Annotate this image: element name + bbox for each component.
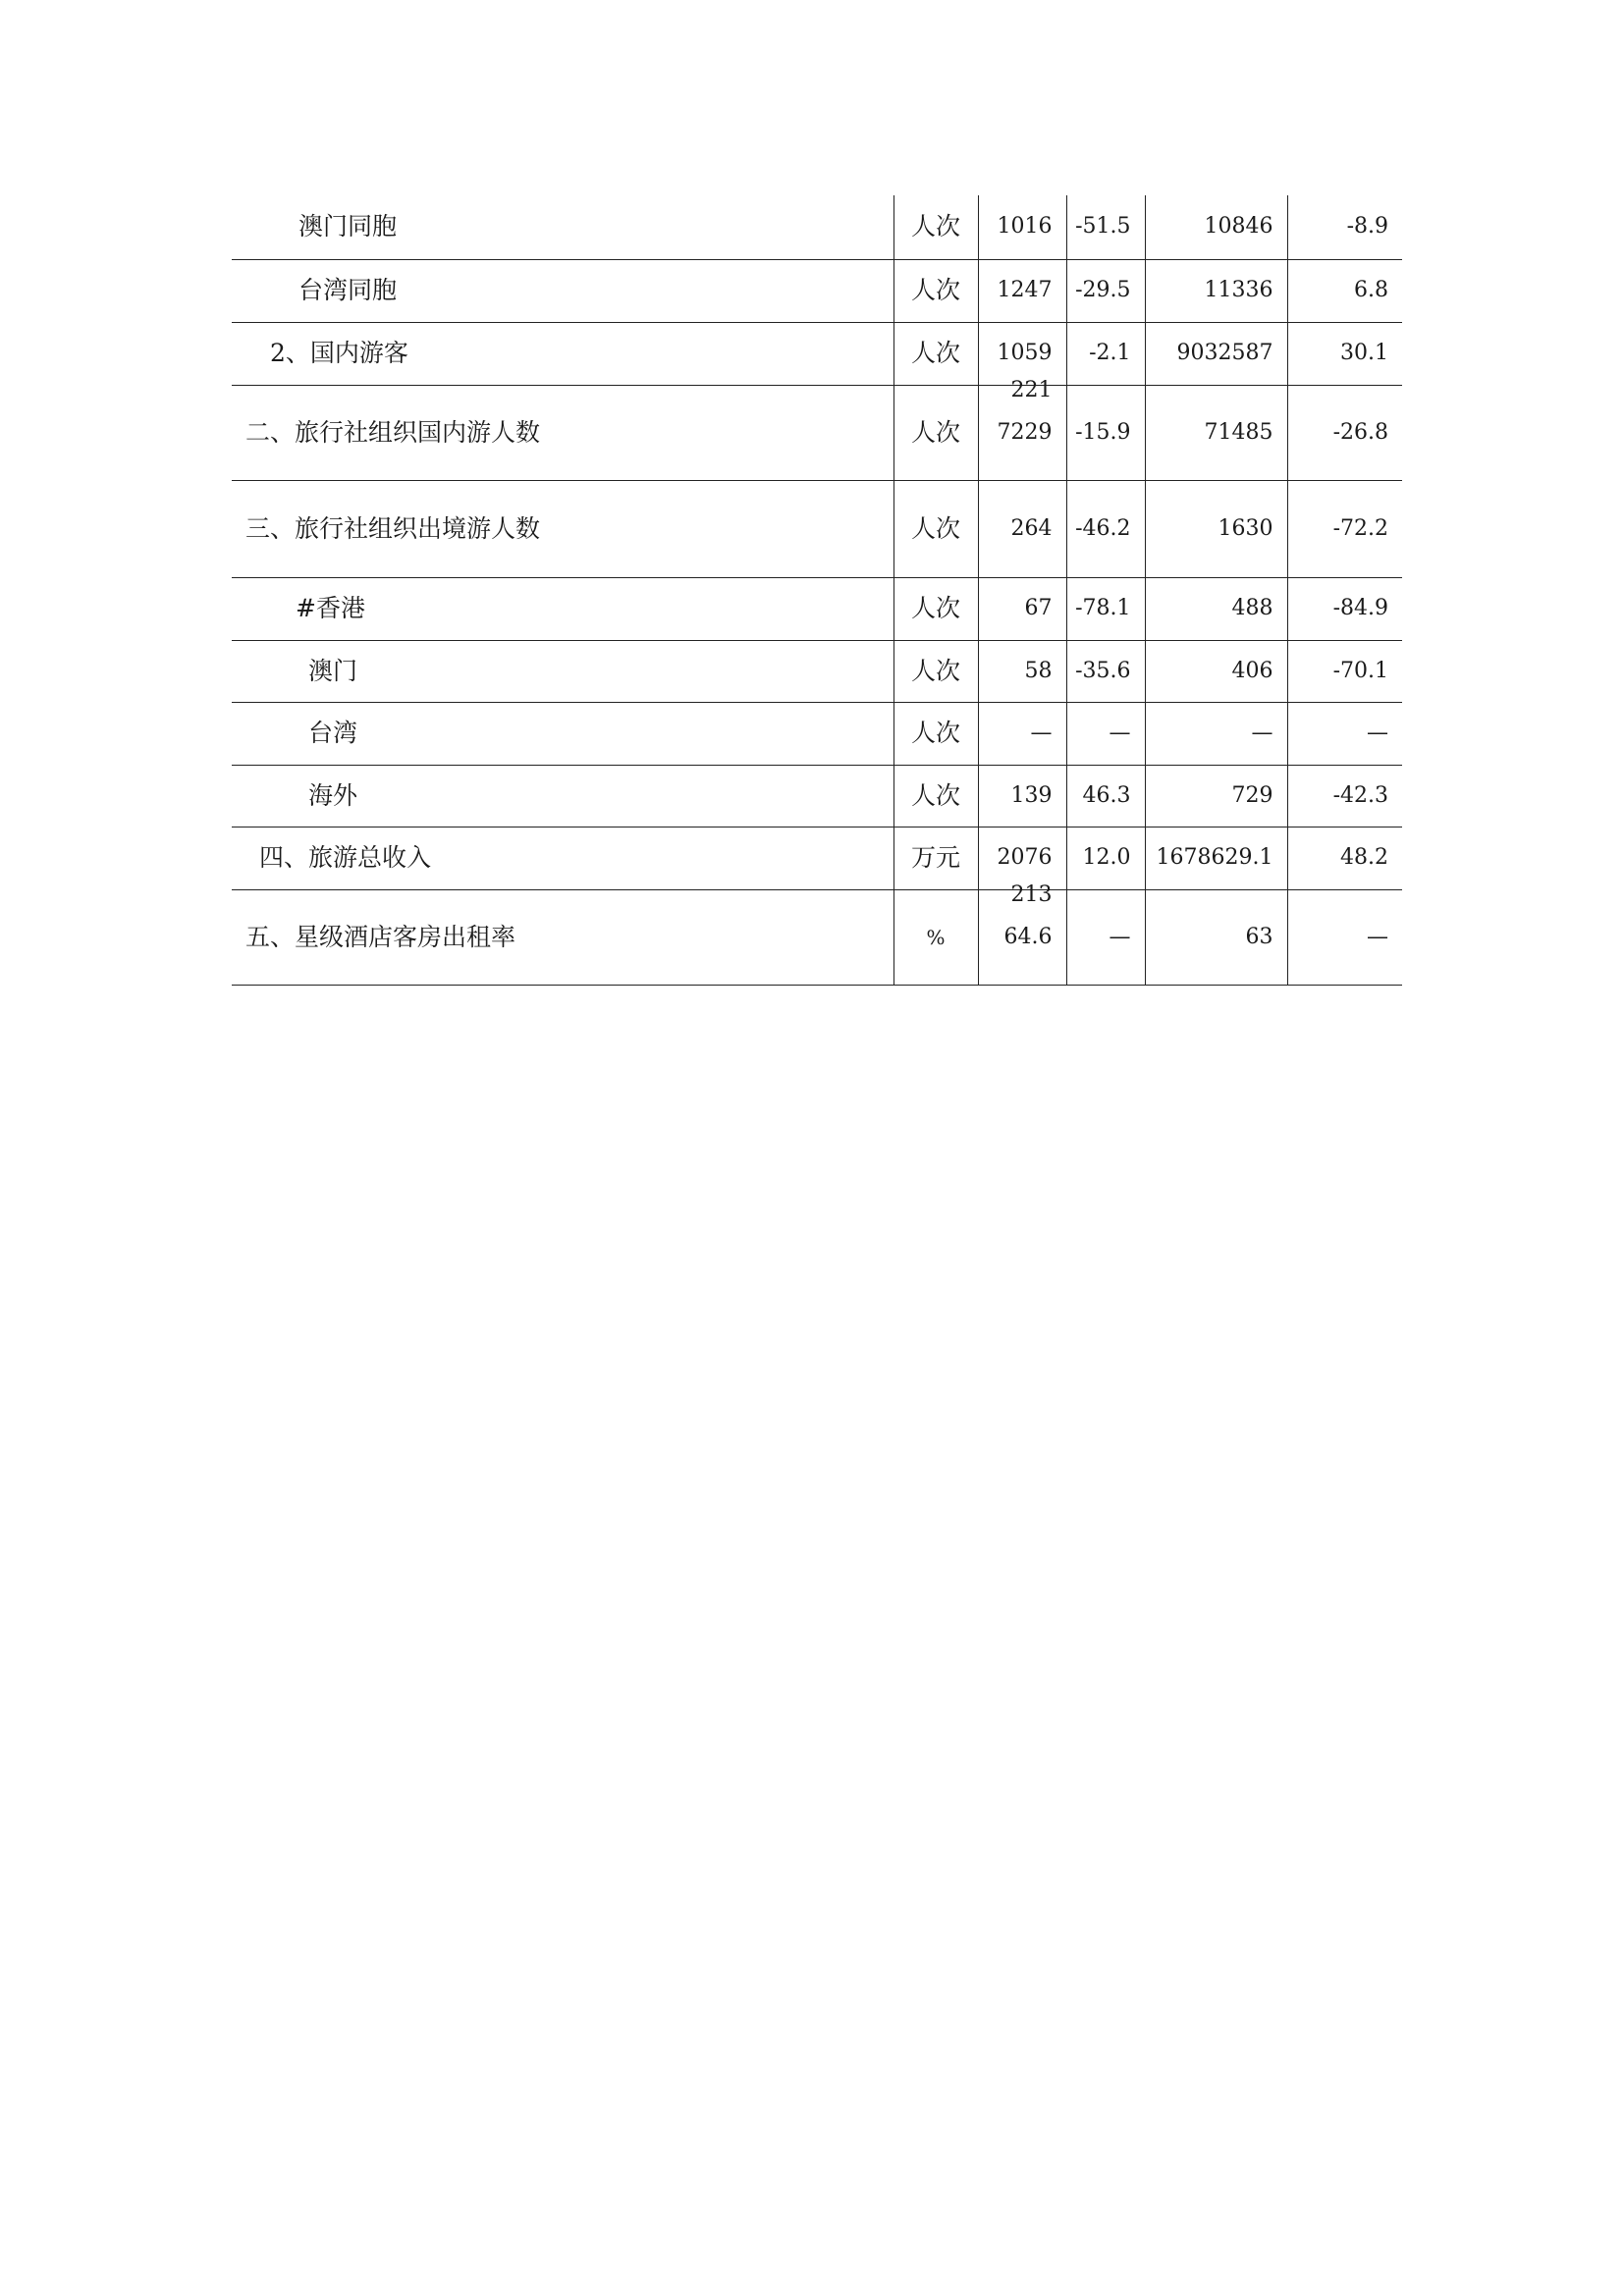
value-cell: 1016 [978,195,1066,259]
row-label: 三、旅行社组织出境游人数 [232,480,893,577]
row-label: 澳门 [232,640,893,702]
table-row [232,702,1402,765]
row-label: 海外 [232,765,893,827]
table-row [232,322,1402,385]
value-cell: -78.1 [1066,577,1145,640]
unit-cell: 人次 [893,577,978,640]
value-cell: 1247 [978,259,1066,322]
value-cell-clipped [978,827,1066,907]
value-cell: 12.0 [1066,827,1145,889]
value-cell: 9032587 [1145,322,1287,385]
value-cell: 58 [978,640,1066,702]
table-row [232,385,1402,480]
table-row [232,889,1402,985]
value-cell: 63 [1145,889,1287,985]
value-cell: 48.2 [1287,827,1402,889]
table-row [232,765,1402,827]
value-cell: 406 [1145,640,1287,702]
unit-cell: 人次 [893,259,978,322]
value-cell: — [1145,702,1287,765]
value-cell: 11336 [1145,259,1287,322]
table-row [232,259,1402,322]
row-label: 二、旅行社组织国内游人数 [232,385,893,480]
row-label: 台湾同胞 [232,259,893,322]
row-label: 四、旅游总收入 [232,827,893,889]
unit-cell: % [893,889,978,985]
unit-cell: 万元 [893,827,978,889]
value-cell: — [1066,702,1145,765]
value-cell: — [1287,702,1402,765]
value-cell: 30.1 [1287,322,1402,385]
table-row [232,827,1402,889]
value-cell: 7229 [978,385,1066,480]
value-cell: -29.5 [1066,259,1145,322]
value-cell: 46.3 [1066,765,1145,827]
value-cell: -46.2 [1066,480,1145,577]
value-cell: 488 [1145,577,1287,640]
value-cell: 6.8 [1287,259,1402,322]
value-cell: -70.1 [1287,640,1402,702]
value-cell: -42.3 [1287,765,1402,827]
value-cell: 64.6 [978,889,1066,985]
value-cell: -35.6 [1066,640,1145,702]
row-label: #香港 [232,577,893,640]
value-cell: -8.9 [1287,195,1402,259]
value-cell: -72.2 [1287,480,1402,577]
value-cell: — [1066,889,1145,985]
table-row [232,195,1402,259]
unit-cell: 人次 [893,195,978,259]
value-cell: 139 [978,765,1066,827]
row-label: 澳门同胞 [232,195,893,259]
row-label: 台湾 [232,702,893,765]
value-cell-clipped [978,322,1066,402]
value-cell: 71485 [1145,385,1287,480]
clipped-value: 1059221 [997,340,1053,402]
value-cell: -26.8 [1287,385,1402,480]
unit-cell: 人次 [893,385,978,480]
row-label: 五、星级酒店客房出租率 [232,889,893,985]
value-cell: 1678629.1 [1145,827,1287,889]
row-label: 2、国内游客 [232,322,893,385]
value-cell: -15.9 [1066,385,1145,480]
unit-cell: 人次 [893,765,978,827]
value-cell: 67 [978,577,1066,640]
value-cell: -2.1 [1066,322,1145,385]
value-cell: -51.5 [1066,195,1145,259]
table-row [232,640,1402,702]
value-cell: 1630 [1145,480,1287,577]
unit-cell: 人次 [893,322,978,385]
unit-cell: 人次 [893,480,978,577]
table-row [232,480,1402,577]
value-cell: — [1287,889,1402,985]
value-cell: -84.9 [1287,577,1402,640]
value-cell: — [978,702,1066,765]
unit-cell: 人次 [893,640,978,702]
clipped-value: 2076213 [997,844,1053,907]
table-row [232,577,1402,640]
unit-cell: 人次 [893,702,978,765]
value-cell: 10846 [1145,195,1287,259]
value-cell: 264 [978,480,1066,577]
value-cell: 729 [1145,765,1287,827]
tourism-statistics-table [232,195,1402,986]
